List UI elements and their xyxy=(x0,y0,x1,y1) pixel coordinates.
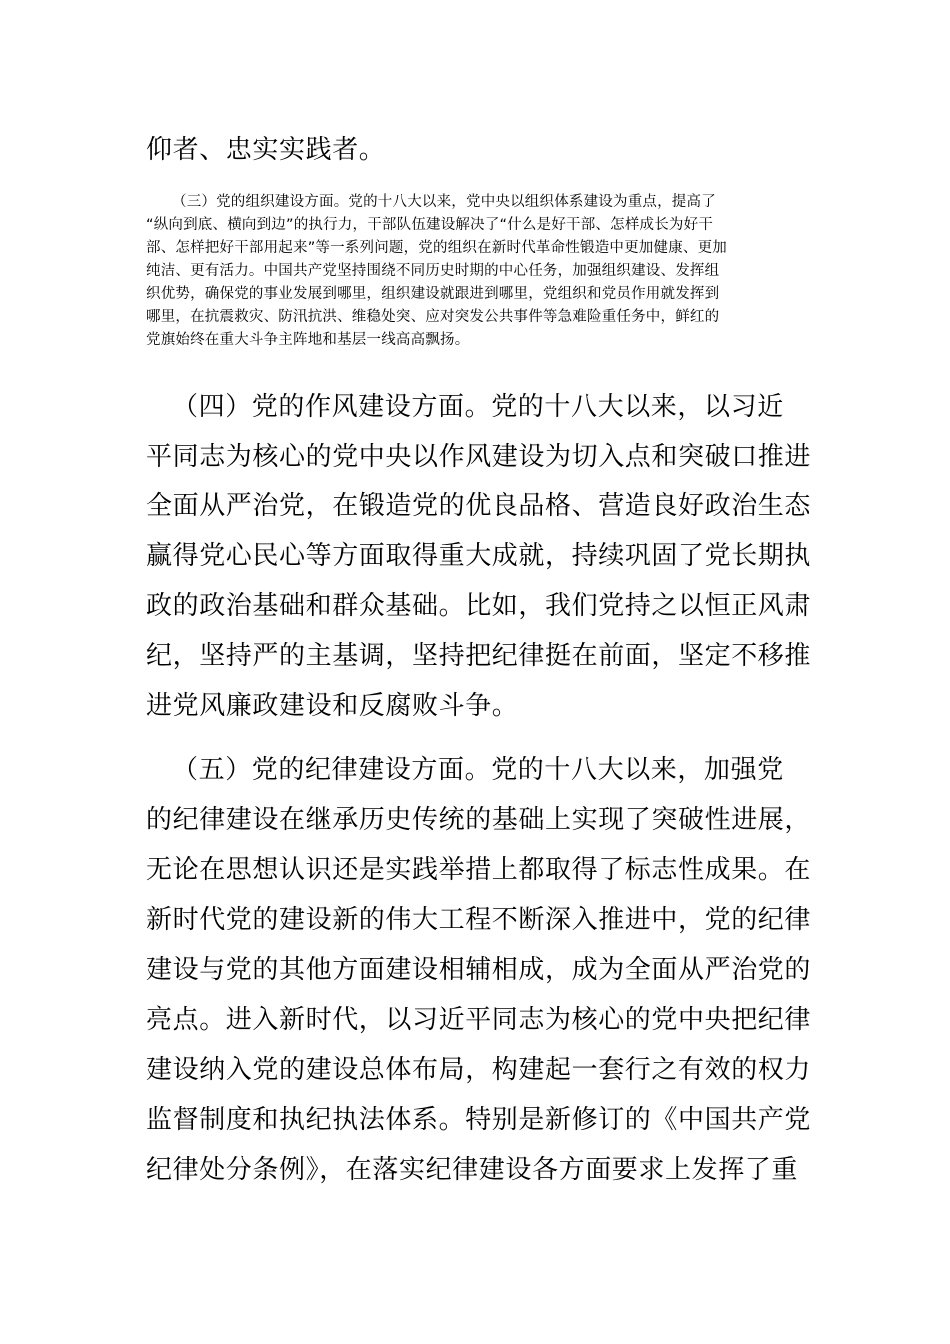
paragraph-line: 纪律处分条例》，在落实纪律建设各方面要求上发挥了重 xyxy=(146,1155,799,1185)
paragraph-line: 平同志为核心的党中央以作风建设为切入点和突破口推进 xyxy=(146,442,812,472)
paragraph-line: 监督制度和执纪执法体系。特别是新修订的《中国共产党 xyxy=(146,1105,812,1135)
paragraph-line: 党旗始终在重大斗争主阵地和基层一线高高飘扬。 xyxy=(146,332,470,348)
paragraph-line: 全面从严治党，在锻造党的优良品格、营造良好政治生态 xyxy=(146,491,812,521)
paragraph-line: 建设纳入党的建设总体布局，构建起一套行之有效的权力 xyxy=(146,1055,812,1085)
paragraph-line: “纵向到底、横向到边”的执行力，干部队伍建设解决了“什么是好干部、怎样成长为好干 xyxy=(146,217,714,233)
paragraph-line: 进党风廉政建设和反腐败斗争。 xyxy=(146,691,519,721)
paragraph-line: （三）党的组织建设方面。党的十八大以来，党中央以组织体系建设为重点，提高了 xyxy=(172,194,716,210)
paragraph-line: 哪里，在抗震救灾、防汛抗洪、维稳处突、应对突发公共事件等急难险重任务中，鲜红的 xyxy=(146,309,720,325)
paragraph-line: 无论在思想认识还是实践举措上都取得了标志性成果。在 xyxy=(146,855,812,885)
paragraph-line: 纯洁、更有活力。中国共产党坚持围绕不同历史时期的中心任务，加强组织建设、发挥组 xyxy=(146,263,720,279)
paragraph-line: 亮点。进入新时代，以习近平同志为核心的党中央把纪律 xyxy=(146,1005,812,1035)
paragraph-line: 的纪律建设在继承历史传统的基础上实现了突破性进展， xyxy=(146,805,812,835)
paragraph-line: 政的政治基础和群众基础。比如，我们党持之以恒正风肃 xyxy=(146,591,812,621)
paragraph-line: 新时代党的建设新的伟大工程不断深入推进中，党的纪律 xyxy=(146,905,812,935)
paragraph-line: 纪，坚持严的主基调，坚持把纪律挺在前面，坚定不移推 xyxy=(146,641,812,671)
paragraph-line: （四）党的作风建设方面。党的十八大以来，以习近 xyxy=(172,392,784,422)
paragraph-line: 织优势，确保党的事业发展到哪里，组织建设就跟进到哪里，党组织和党员作用就发挥到 xyxy=(146,286,720,302)
paragraph-line: 赢得党心民心等方面取得重大成就，持续巩固了党长期执 xyxy=(146,541,812,571)
paragraph-line: 部、怎样把好干部用起来”等一系列问题，党的组织在新时代革命性锻造中更加健康、更加 xyxy=(146,240,728,256)
paragraph-line: 建设与党的其他方面建设相辅相成，成为全面从严治党的 xyxy=(146,955,812,985)
opening-line: 仰者、忠实实践者。 xyxy=(146,135,386,165)
paragraph-line: （五）党的纪律建设方面。党的十八大以来，加强党 xyxy=(172,755,784,785)
